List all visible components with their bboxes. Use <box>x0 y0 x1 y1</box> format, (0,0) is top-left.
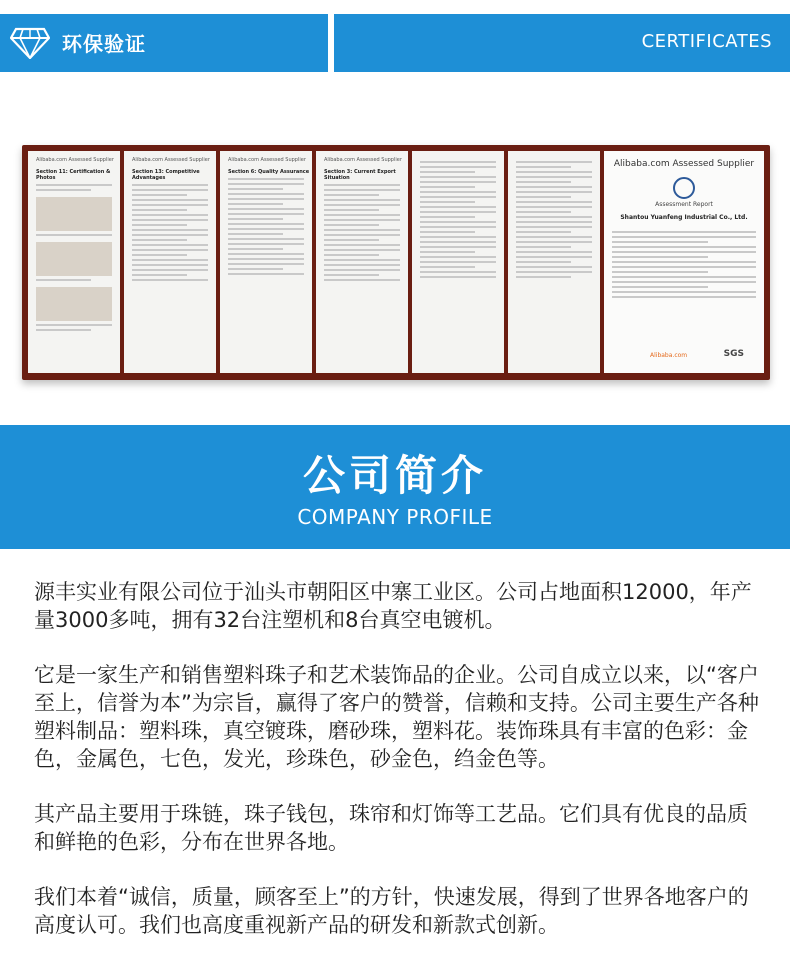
section-title-certificates-en: CERTIFICATES <box>641 31 772 52</box>
company-profile-text <box>34 578 764 966</box>
certificate-cover-title: Alibaba.com Assessed Supplier <box>613 159 755 169</box>
certificates-panel <box>0 90 790 420</box>
company-profile-title-en: COMPANY PROFILE <box>297 505 493 529</box>
section-title-certificates-cn: 环保验证 <box>62 32 146 56</box>
certificate-sheet <box>412 151 504 373</box>
certificate-cover-subtitle: Assessment Report <box>655 201 713 208</box>
alibaba-logo: Alibaba.com <box>650 352 688 359</box>
header-right-bar <box>334 14 790 72</box>
sgs-logo: SGS <box>723 349 744 359</box>
company-profile-title-cn: 公司简介 <box>302 451 487 500</box>
profile-paragraph: 其产品主要用于珠链，珠子钱包，珠帘和灯饰等工艺品。它们具有优良的品质和鲜艳的色彩，分布在世界各地。 <box>34 802 748 854</box>
certificate-sheet: Alibaba.com Assessed Supplier Section 13: Competitive Advantages <box>124 151 216 373</box>
header <box>0 0 790 90</box>
certificate-cover-sheet <box>604 151 764 373</box>
certificate-company-name: Shantou Yuanfeng Industrial Co., Ltd. <box>620 214 748 221</box>
assessment-seal-icon <box>673 177 695 199</box>
certificate-sheet: Alibaba.com Assessed Supplier Section 3: Current Export Situation <box>316 151 408 373</box>
profile-paragraph: 我们本着“诚信，质量，顾客至上”的方针，快速发展，得到了世界各地客户的高度认可。我们也高度重视新产品的研发和新款式创新。 <box>34 885 749 937</box>
company-profile-banner <box>0 425 790 549</box>
profile-paragraph: 源丰实业有限公司位于汕头市朝阳区中寨工业区。公司占地面积12000，年产量3000多吨，拥有32台注塑机和8台真空电镀机。 <box>34 580 752 632</box>
header-left-bar <box>0 14 328 72</box>
certificate-sheet: Alibaba.com Assessed Supplier Section 11: Certification & Photos <box>28 151 120 373</box>
certificate-sheet <box>508 151 600 373</box>
certificate-frame <box>22 145 770 380</box>
diamond-icon <box>10 27 50 59</box>
profile-paragraph: 它是一家生产和销售塑料珠子和艺术装饰品的企业。公司自成立以来，以“客户至上，信誉为本”为宗旨，赢得了客户的赞誉，信赖和支持。公司主要生产各种塑料制品：塑料珠，真空镀珠，磨砂珠，塑料花。装饰珠具有丰富的色彩：金色，金属色，七色，发光，珍珠色，砂金色，绉金色等。 <box>34 663 759 771</box>
certificate-sheet: Alibaba.com Assessed Supplier Section 6: Quality Assurance <box>220 151 312 373</box>
